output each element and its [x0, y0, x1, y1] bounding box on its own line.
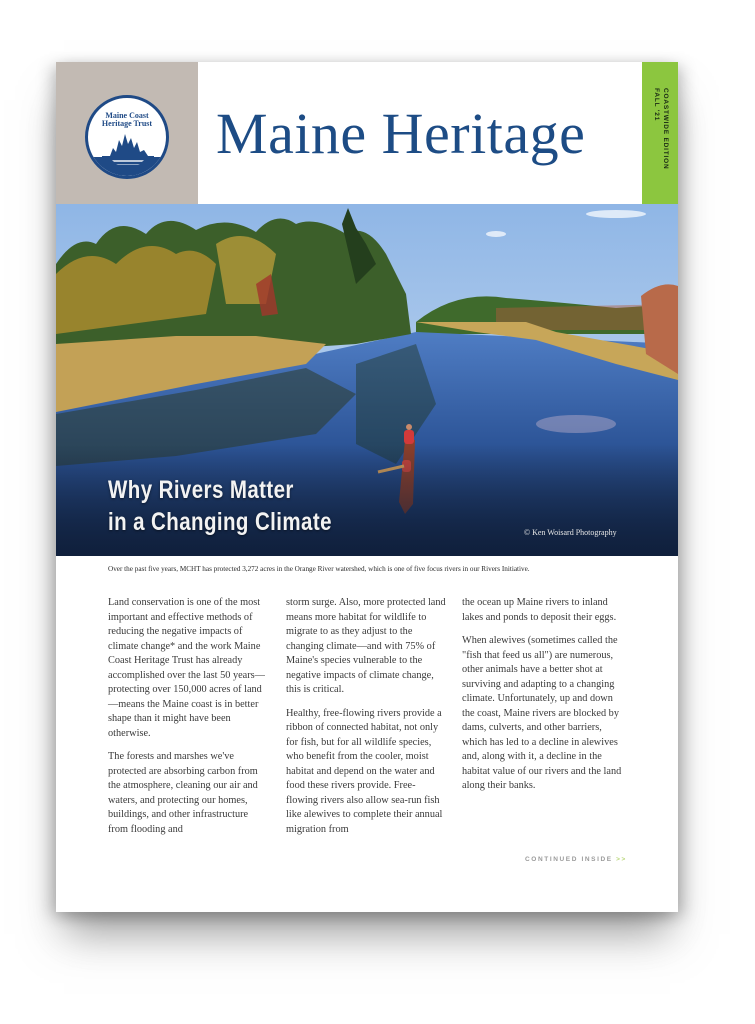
article-body	[108, 596, 638, 856]
paragraph: the ocean up Maine rivers to inland lakes and ponds to deposit their eggs.	[462, 597, 617, 623]
logo-text: Maine Coast Heritage Trust	[101, 111, 153, 128]
masthead-header	[56, 62, 678, 204]
edition-label: COASTWIDE EDITION FALL '21	[653, 88, 669, 170]
paragraph: When alewives (sometimes called the "fish that feed us all") are numerous, other animals have a better shot at surviving and adapting to a changing climate. Unfortunately, up and down the coast, Maine rivers are blocked by dams, culverts, and other barriers, which has led to a decline in alewives and, along with it, a decline in the habitat value of our rivers and the land along their banks.	[462, 635, 622, 791]
paragraph: storm surge. Also, more protected land means more habitat for wildlife to migrate to as they adjust to the changing climate—and with 75% of Maine's species vulnerable to the negative impacts of climate change, this is critical.	[286, 597, 446, 695]
paragraph: Healthy, free-flowing rivers provide a ribbon of connected habitat, not only for fish, but for all wildlife species, who benefit from the cooler, moist habitat and depend on the water and food these rivers provide. Free-flowing rivers also allow sea-run fish like alewives to complete their annual migration from	[286, 707, 443, 835]
article-column-3	[462, 596, 622, 803]
continued-inside-link[interactable]: CONTINUED INSIDE >>	[525, 856, 627, 863]
photo-credit: © Ken Woisard Photography	[524, 528, 617, 537]
article-column-2	[286, 596, 446, 846]
publication-title: Maine Heritage	[216, 101, 586, 166]
double-chevron-right-icon: >>	[616, 856, 627, 863]
mcht-logo	[85, 95, 169, 179]
logo-panel	[56, 62, 198, 204]
paragraph: The forests and marshes we've protected are absorbing carbon from the atmosphere, cleaning our air and waters, and protecting our homes, buildings, and other infrastructure from flooding and	[108, 751, 258, 835]
cover-photo	[56, 204, 678, 556]
paragraph: Land conservation is one of the most important and effective methods of reducing the negative impacts of climate change* and the work Maine Coast Heritage Trust has already accomplished over the last 50 years—protecting over 150,000 acres of land—means the Maine coast is in better shape than it might have been otherwise.	[108, 597, 265, 739]
tree-island-reflection-icon	[88, 128, 166, 178]
edition-strip	[642, 62, 678, 204]
cover-headline: Why Rivers Matter in a Changing Climate	[108, 476, 332, 536]
photo-caption: Over the past five years, MCHT has protected 3,272 acres in the Orange River watershed, which is one of five focus rivers in our Rivers Initiative.	[108, 565, 530, 573]
article-column-1	[108, 596, 268, 846]
newsletter-page	[56, 62, 678, 912]
